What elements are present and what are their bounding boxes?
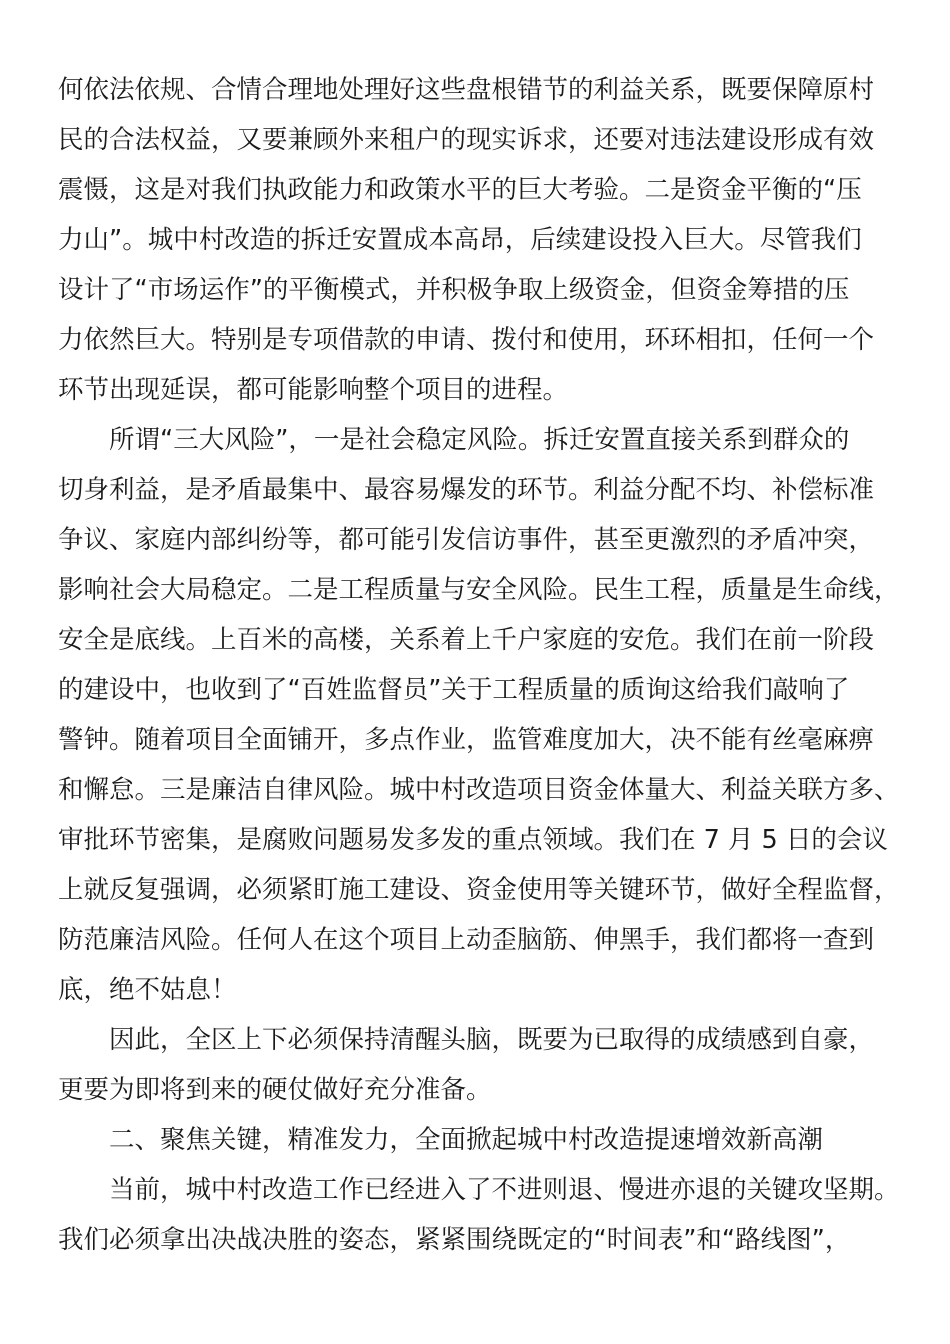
text-line: 影响社会大局稳定。二是工程质量与安全风险。民生工程，质量是生命线， [58,575,900,605]
text-line: 力依然巨大。特别是专项借款的申请、拨付和使用，环环相扣，任何一个 [58,325,875,355]
text-line: 何依法依规、合情合理地处理好这些盘根错节的利益关系，既要保障原村 [58,75,875,105]
text-line: 警钟。随着项目全面铺开，多点作业，监管难度加大，决不能有丝毫麻痹 [58,725,875,755]
text-line: 切身利益，是矛盾最集中、最容易爆发的环节。利益分配不均、补偿标准 [58,475,875,505]
paragraph-start-line: 所谓“三大风险”，一是社会稳定风险。拆迁安置直接关系到群众的 [109,425,850,455]
text-line: 设计了“市场运作”的平衡模式，并积极争取上级资金，但资金筹措的压 [58,275,850,305]
text-line: 更要为即将到来的硬仗做好充分准备。 [58,1075,492,1105]
text-line: 和懈怠。三是廉洁自律风险。城中村改造项目资金体量大、利益关联方多、 [58,775,900,805]
text-line: 环节出现延误，都可能影响整个项目的进程。 [58,375,569,405]
text-line: 争议、家庭内部纠纷等，都可能引发信访事件，甚至更激烈的矛盾冲突， [58,525,875,555]
paragraph-start-line: 因此，全区上下必须保持清醒头脑，既要为已取得的成绩感到自豪， [109,1025,875,1055]
text-line: 防范廉洁风险。任何人在这个项目上动歪脑筋、伸黑手，我们都将一查到 [58,925,875,955]
text-line: 力山”。城中村改造的拆迁安置成本高昂，后续建设投入巨大。尽管我们 [58,225,862,255]
document-page [58,65,908,1265]
text-line: 审批环节密集，是腐败问题易发多发的重点领域。我们在 7 月 5 日的会议 [58,825,888,855]
text-line: 底，绝不姑息！ [58,975,237,1005]
text-line: 民的合法权益，又要兼顾外来租户的现实诉求，还要对违法建设形成有效 [58,125,875,155]
text-line: 震慑，这是对我们执政能力和政策水平的巨大考验。二是资金平衡的“压 [58,175,862,205]
text-line: 的建设中，也收到了“百姓监督员”关于工程质量的质询这给我们敲响了 [58,675,850,705]
paragraph-start-line: 当前，城中村改造工作已经进入了不进则退、慢进亦退的关键攻坚期。 [109,1175,900,1205]
text-line: 上就反复强调，必须紧盯施工建设、资金使用等关键环节，做好全程监督， [58,875,900,905]
text-line: 安全是底线。上百米的高楼，关系着上千户家庭的安危。我们在前一阶段 [58,625,875,655]
section-heading: 二、聚焦关键，精准发力，全面掀起城中村改造提速增效新高潮 [109,1125,824,1155]
text-line: 我们必须拿出决战决胜的姿态，紧紧围绕既定的“时间表”和“路线图”， [58,1225,851,1255]
